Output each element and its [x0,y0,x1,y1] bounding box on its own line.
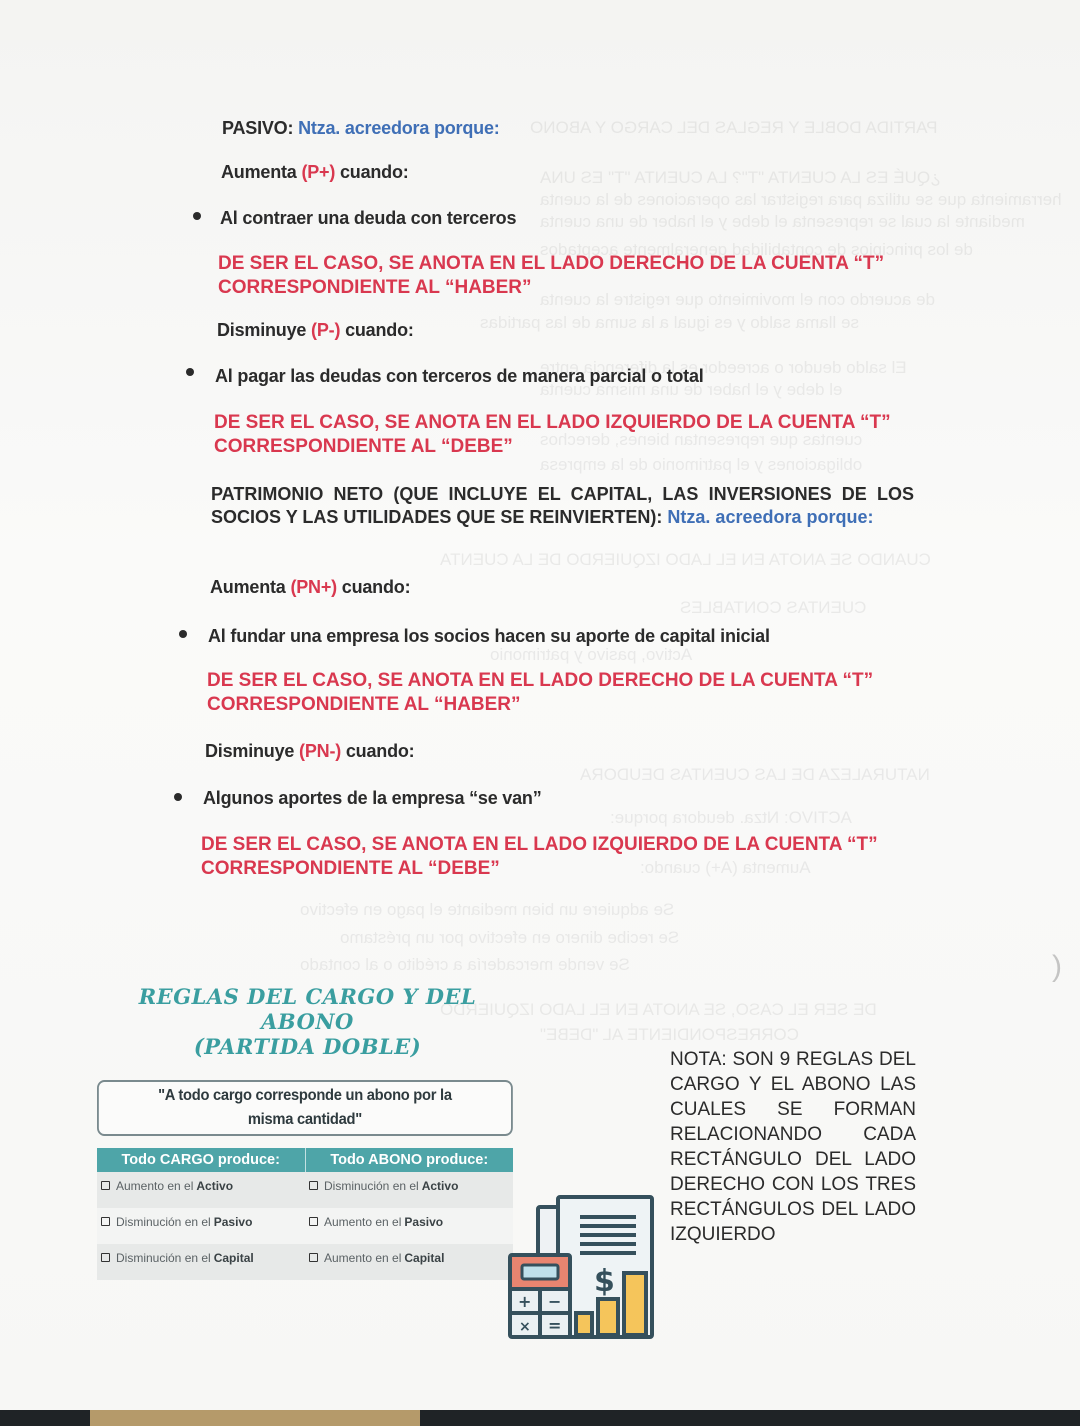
bleed-through-text: ¿QUÉ ES LA CUENTA "T"? LA CUENTA "T" ES UNA [540,168,941,187]
patrimonio-heading [211,483,914,529]
pasivo-increase-heading [221,162,409,183]
note-line: CORRESPONDIENTE AL “DEBE” [214,436,513,457]
quote-line: "A todo cargo corresponde un abono por la [158,1087,452,1104]
decrease-code: (P-) [311,320,341,340]
rules-note: NOTA: SON 9 REGLAS DEL CARGO Y EL ABONO LAS CUALES SE FORMAN RELACIONANDO CADA RECTÁNGULO DEL LADO DERECHO CON LOS TRES RECTÁNGULOS DEL LADO IZQUIERDO [670,1049,916,1245]
table-cell [97,1172,305,1208]
pasivo-nature: Ntza. acreedora porque: [298,118,500,138]
cell-term: Pasivo [213,1215,253,1229]
table-row [97,1208,513,1244]
table-cell [97,1244,305,1280]
patrimonio-increase-heading [210,577,410,598]
note-line: DE SER EL CASO, SE ANOTA EN EL LADO IZQUIERDO DE LA CUENTA “T” [214,412,891,433]
patrimonio-increase-case: Al fundar una empresa los socios hacen su aporte de capital inicial [208,626,770,646]
note-line: CORRESPONDIENTE AL “HABER” [207,694,521,715]
bullet-icon [193,212,201,220]
bleed-through-text: herramienta que se utiliza para registrar las operaciones de la cuenta [540,190,1062,209]
cell-term: Pasivo [404,1215,444,1229]
svg-text:=: = [548,1316,562,1335]
decrease-label: Disminuye [217,320,307,340]
checkbox-icon [309,1217,318,1226]
rules-table [97,1148,513,1280]
bleed-through-text: se llama saldo y es igual a la suma de las partidas [480,313,859,332]
bleed-through-text: de los principios de contabilidad generalmente aceptados [540,240,973,259]
patrimonio-decrease-case: Algunos aportes de la empresa “se van” [203,788,542,808]
bullet-icon [179,630,187,638]
bleed-through-text: mediante la cual se representa el debe y el haber de una cuenta [540,212,1025,231]
pasivo-increase-case: Al contraer una deuda con terceros [220,208,517,228]
table-cell [305,1208,513,1244]
pasivo-heading [222,118,500,139]
patrimonio-decrease-heading [205,741,414,762]
photo-bottom-edge [0,1410,1080,1426]
cuando-label: cuando: [341,577,411,597]
decrease-code: (PN-) [299,741,342,761]
bleed-through-text: CORRESPONDIENTE AL "DEBE" [540,1025,799,1044]
bleed-through-text: NATURALEZA DE LAS CUENTAS DEUDORA [580,765,930,784]
checkbox-icon [101,1253,110,1262]
patrimonio-nature: Ntza. acreedora porque: [667,507,874,527]
bleed-through-text: DE SER EL CASO, SE ANOTA EN EL LADO IZQUIERDO [440,1000,877,1019]
svg-text:−: − [548,1292,562,1311]
decrease-label: Disminuye [205,741,295,761]
cell-term: Capital [404,1251,445,1265]
checkbox-icon [309,1253,318,1262]
bleed-through-text: PARTIDA DOBLE Y REGLAS DEL CARGO Y ABONO [530,118,938,137]
note-line: DE SER EL CASO, SE ANOTA EN EL LADO DERECHO DE LA CUENTA “T” [207,670,874,691]
note-line: DE SER EL CASO, SE ANOTA EN EL LADO DERECHO DE LA CUENTA “T” [218,253,885,274]
rules-title [130,984,485,1059]
cell-text: Aumento en el [324,1251,402,1265]
increase-code: (P+) [301,162,336,182]
checkbox-icon [309,1181,318,1190]
cell-text: Aumento en el [324,1215,402,1229]
bleed-through-text: el debe y el haber de una misma cuenta [540,380,843,399]
pasivo-decrease-heading [217,320,414,341]
bleed-through-text: obligaciones y el patrimonio de la empresa [540,455,863,474]
increase-label: Aumenta [210,577,286,597]
quote-line: misma cantidad" [247,1111,362,1128]
note-line: DE SER EL CASO, SE ANOTA EN EL LADO IZQUIERDO DE LA CUENTA “T” [201,834,878,855]
patrimonio-label: PATRIMONIO NETO (QUE INCLUYE EL CAPITAL, LAS INVERSIONES DE LOS SOCIOS Y LAS UTILIDADES QUE SE REINVIERTEN): [211,484,914,527]
table-cell [97,1208,305,1244]
cell-text: Disminución en el [116,1251,211,1265]
table-cell [305,1172,513,1208]
bleed-through-text: CUANDO SE ANOTA EN EL LADO IZQUIERDO DE LA CUENTA [440,550,931,569]
pasivo-decrease-note [214,411,891,459]
bullet-icon [186,368,194,376]
increase-label: Aumenta [221,162,297,182]
svg-text:×: × [519,1319,531,1335]
bleed-through-text: CUENTAS CONTABLES [680,598,867,617]
cuando-label: cuando: [345,741,415,761]
bleed-through-text: Aumenta (A+) cuando: [640,858,811,877]
bleed-through-text: Se vende mercadería a crédito o al contado [300,955,630,974]
header-cargo: Todo CARGO produce: [97,1148,306,1172]
rules-table-header [97,1148,513,1172]
bullet-icon [174,793,182,801]
rules-title-line: REGLAS DEL CARGO Y DEL ABONO [138,984,477,1034]
bleed-through-text: Activo, pasivo y patrimonio [490,645,693,664]
rules-quote [158,1084,452,1132]
svg-text:$: $ [594,1264,615,1299]
pasivo-label: PASIVO: [222,118,294,138]
table-row [97,1172,513,1208]
rules-table-body [97,1172,513,1280]
bleed-through-mark: ) [1052,950,1062,983]
cuando-label: cuando: [339,162,409,182]
photo-surface [90,1410,420,1426]
cell-term: Activo [421,1179,459,1193]
note-line: CORRESPONDIENTE AL “DEBE” [201,858,500,879]
cell-text: Disminución en el [116,1215,211,1229]
table-cell [305,1244,513,1280]
note-line: CORRESPONDIENTE AL “HABER” [218,277,532,298]
bleed-through-text: El saldo deudor o acreedor es la diferencia entre [540,358,907,377]
checkbox-icon [101,1217,110,1226]
header-abono: Todo ABONO produce: [330,1152,489,1168]
cell-text: Disminución en el [324,1179,419,1193]
cell-text: Aumento en el [116,1179,194,1193]
bleed-through-text: ACTIVO: Ntza. deudora porque: [610,808,852,827]
pasivo-decrease-case: Al pagar las deudas con terceros de manera parcial o total [215,366,704,386]
bleed-through-text: de acuerdo con el movimiento que registre la cuenta [540,290,936,309]
patrimonio-decrease-note [201,833,878,881]
rules-quote-box [97,1080,513,1136]
bleed-through-text: Se adquiere un bien mediante el pago en efectivo [300,900,675,919]
cuando-label: cuando: [345,320,414,340]
bleed-through-text: Se recibe dinero en efectivo por un préstamo [340,928,680,947]
cell-term: Capital [213,1251,254,1265]
svg-text:+: + [518,1292,532,1311]
cell-term: Activo [196,1179,234,1193]
patrimonio-increase-note [207,669,873,717]
accounting-calculator-invoice-chart-icon [508,1195,654,1341]
pasivo-increase-note [218,252,884,300]
increase-code: (PN+) [290,577,337,597]
table-row [97,1244,513,1280]
checkbox-icon [101,1181,110,1190]
bleed-through-text: cuentas que representan bienes, derechos [540,430,863,449]
rules-subtitle-line: (PARTIDA DOBLE) [193,1034,422,1059]
